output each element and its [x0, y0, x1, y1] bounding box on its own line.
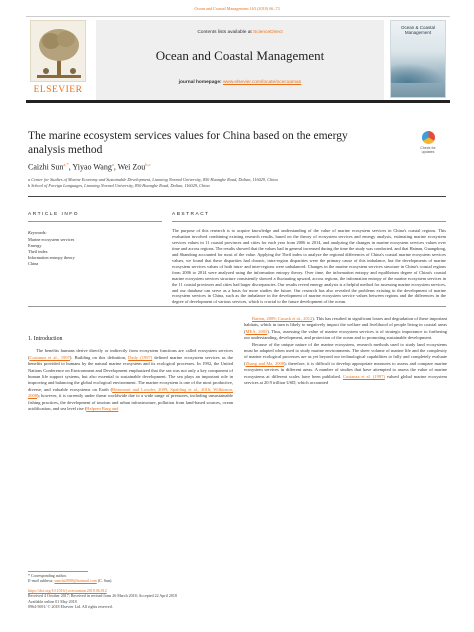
email-link[interactable]: sunchi2008@hotmail.com — [54, 578, 97, 584]
crossmark-icon — [422, 131, 435, 144]
paragraph-text: ). Thus, assessing the value of marine ecosystem services is of strategic importance to furthering our understanding, development, and protection of the ocean and to promoting sustainable development. — [244, 328, 448, 341]
email-label: E-mail address: — [28, 578, 54, 584]
crossmark-label: Check for updates — [420, 146, 436, 155]
contents-line — [96, 30, 384, 35]
citation-link[interactable]: Costanza et al. (1997) — [342, 373, 385, 379]
body-column-right — [244, 316, 447, 386]
paragraph-text: The benefits humans derive directly or indirectly from ecosystem functions are called ecosystem services ( — [28, 348, 233, 360]
journal-title: Ocean and Coastal Management — [155, 48, 325, 63]
paragraph-text: ); therefore, it is difficult to develop appropriate measures to assess and compare marine ecosystem services in different areas. A number of studies that have attempted to assess the value of marine ecosystems at different scales have been published. — [244, 360, 447, 379]
paragraph-text: ); however, it is currently under threat worldwide due to a wide range of pressures, including unsustainable fishing practices, the development of tourism and urban infrastructure, pollution from land-based sources, ocean acidification, and sea level rise ( — [28, 393, 233, 412]
divider — [28, 306, 446, 307]
keywords-heading: Keywords: — [28, 230, 47, 235]
keyword: Theil index — [28, 249, 48, 255]
divider — [28, 196, 446, 197]
keyword: Marine ecosystem services — [28, 237, 75, 242]
check-for-updates-badge[interactable] — [414, 131, 442, 161]
citation-link[interactable]: MEA, 2005 — [245, 328, 268, 334]
citation-link[interactable]: Barton, 2009; Cusack et al., 2012 — [252, 316, 313, 321]
cover-wave-image — [391, 63, 445, 83]
available-online: Available online 01 May 2018 — [28, 598, 77, 604]
abstract-label: ABSTRACT — [172, 212, 210, 217]
article-title: The marine ecosystem services values for China based on the emergy analysis method — [28, 130, 348, 156]
citation-link[interactable]: Halpern Burg and — [86, 406, 119, 412]
copyright: 0964-5691/ © 2018 Elsevier Ltd. All rights reserved. — [28, 604, 113, 610]
author-affil-marker[interactable]: a — [111, 162, 114, 167]
corresponding-author-note: * Corresponding author. — [28, 573, 67, 578]
cover-title: Ocean & Coastal Management — [400, 25, 436, 35]
paragraph — [244, 342, 447, 387]
footnotes — [28, 573, 233, 609]
author-name[interactable]: Caizhi Sun — [28, 162, 64, 172]
journal-homepage-line — [96, 80, 384, 85]
keyword: Information entropy theory — [28, 255, 75, 261]
citation-link[interactable]: Beaumont and Lowder, 2009; Spalding et al., 2016; Wilkinson, 2008 — [28, 386, 233, 399]
sciencedirect-link[interactable]: ScienceDirect — [253, 30, 283, 35]
paragraph — [244, 316, 447, 342]
contents-prefix: Contents lists available at — [197, 30, 252, 35]
elsevier-tree-icon — [30, 20, 86, 82]
keyword: Emergy — [28, 243, 42, 249]
section-heading: 1. Introduction — [28, 336, 63, 342]
abstract-text: The purpose of this research is to acquire knowledge and understanding of the value of marine ecosystem services in China's coastal regions. This evaluation involved combining existing research results, based on the theory of ecosystem services and emergy analysis, estimating marine ecosystem services values in 11 coastal provinces and cities for each year from 2006 to 2014, and analyzing the changes in marine ecosystem services values over time and across regions. The results showed that the values had in general increased during the time the study was conducted, and that Hainan, Guangdong, and Shandong accounted for most of the value. Applying the Theil index to analyze the regional differences of China's coastal marine ecosystem services values, we found that these disparities had chronic, intra-region disparities were the primary cause of this imbalance, but the developments of marine ecosystem services values of both intra- and inter-regions were unbalanced. Changes in the marine ecosystem services structure in China's coastal regions from 2006 to 2014 were analyzed using the information entropy theory. Over time, the information entropy and equilibrium degree of China's coastal marine ecosystem services structure consistently showed a fluctuating upward, across regions, the information entropy of the marine ecosystem services in the 11 coastal provinces and cities had larger discrepancies. Our results reveal emergy analysis is a helpful method for assessing marine ecosystem services, and our database can serve as a basis for more studies the future. Our research has also revealed the problems existing in the development of marine ecosystem services in China, such as the imbalance in the development of marine ecosystem service values between regions and the differences in the degree of development of various services, which is crucial to the future development of the ocean. — [172, 228, 446, 305]
article-info-label: ARTICLE INFO — [28, 212, 79, 217]
paragraph-text: defined marine ecosystem services as the benefits provided to humans by the natural marine ecosystem and its ecological processes. In 1992, the United Nations Conference on Environment and Development emphasized that the sea was not only a key component of human life support systems, but also essential to sustainable development. The sea plays an important role in improving and balancing the global ecological environment. The marine ecosystem is one of the most productive, diverse, and valuable ecosystems on Earth ( — [28, 354, 233, 392]
homepage-label: journal homepage: — [178, 80, 222, 85]
journal-cover-thumbnail — [390, 20, 446, 98]
author-list: Caizhi Sun$^{a,*}$, Yiyao Wang$^a$, Wei Zou$^{b,c}$ — [28, 162, 151, 172]
footnote-divider — [28, 571, 88, 572]
citation-link[interactable]: Costanza et al., 1997 — [29, 354, 70, 360]
affiliation: b School of Foreign Languages, Liaoning Normal University, 850 Huanghe Road, Dalian, 116029, China — [28, 183, 210, 188]
publisher-logo — [30, 20, 86, 98]
keyword: China — [28, 261, 39, 267]
divider — [172, 221, 446, 222]
journal-masthead — [96, 20, 384, 100]
doi-link[interactable]: https://doi.org/10.1016/j.ocecoaman.2018.06.012 — [28, 587, 107, 593]
citation-link[interactable]: Daily (1997) — [128, 354, 153, 360]
paragraph-text: ). Building on this definition, — [69, 354, 129, 360]
homepage-link[interactable]: www.elsevier.com/locate/ocecoaman — [222, 80, 302, 85]
received-dates: Received 4 October 2017; Received in revised form 26 March 2018; Accepted 22 April 2018 — [28, 593, 177, 599]
publisher-name: ELSEVIER — [33, 85, 83, 95]
author-name[interactable]: Yiyao Wang — [72, 162, 112, 172]
author-affil-marker[interactable]: b,c — [145, 162, 151, 167]
paragraph-text: Because of the unique nature of the marine ecosystem, research methods used to study land ecosystems must be adapted when used to study marine environments. The sheer volume of marine life and the complexity of marine ecological processes are as yet beyond our technological capabilities to fully and completely evaluate ( — [244, 341, 447, 366]
keyword-list — [28, 237, 75, 267]
journal-reference[interactable]: Ocean and Coastal Management 163 (2018) 66–73 — [194, 6, 280, 11]
affiliation: a Center for Studies of Marine Economy and Sustainable Development, Liaoning Normal University, 850 Huanghe Road, Dalian, 116029, China — [28, 177, 278, 182]
paragraph-text: ). This has resulted in significant losses and degradation of these important habitats, which in turn is likely to negatively impact the welfare and livelihood of people living in coastal areas ( — [244, 316, 447, 334]
citation-link[interactable]: Zhang and Ma, 2008 — [245, 360, 284, 366]
author-affil-marker[interactable]: a,* — [63, 162, 69, 167]
paragraph-text: valued global marine ecosystem services at 20.9 trillion USD, which accounted — [244, 373, 447, 386]
author-name[interactable]: Wei Zou — [117, 162, 146, 172]
body-column-left — [28, 336, 233, 412]
paragraph — [28, 348, 233, 412]
divider — [28, 221, 162, 222]
email-suffix: (C. Sun). — [97, 578, 113, 584]
